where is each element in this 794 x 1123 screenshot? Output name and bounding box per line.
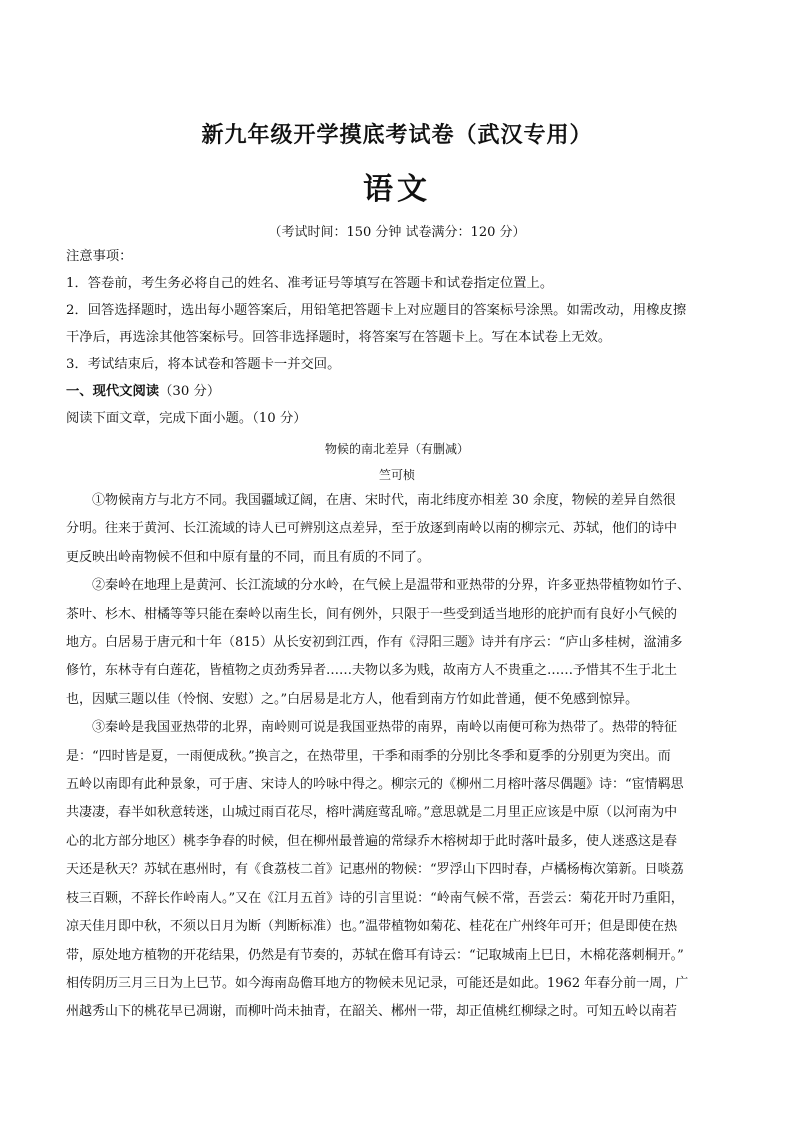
article-line: ①物候南方与北方不同。我国疆域辽阔，在唐、宋时代，南北纬度亦相差 30 余度，物候的差异自然很	[92, 493, 676, 508]
article-line: 枝三百颗，不辞长作岭南人。”又在《江月五首》诗的引言里说：“岭南气候不常，吾尝云：菊花开时乃重阳，	[66, 890, 684, 906]
article-line: 地方。白居易于唐元和十年（815）从长安初到江西，作有《浔阳三题》诗并有序云：“庐山多桂树，湓浦多	[66, 635, 683, 651]
article-line: 相传阴历三月三日为上巳节。如今海南岛儋耳地方的物候未见记录，可能还是如此。1962 年春分前一周，广	[66, 975, 689, 991]
section-instruction: 阅读下面文章，完成下面小题。（10 分）	[66, 411, 307, 426]
article-line: ②秦岭在地理上是黄河、长江流域的分水岭，在气候上是温带和亚热带的分界，许多亚热带植物如竹子、	[92, 578, 691, 594]
note-item: 1．答卷前，考生务必将自己的姓名、准考证号等填写在答题卡和试卷指定位置上。	[66, 276, 554, 291]
article-line: 修竹，东林寺有白莲花，皆植物之贞劲秀异者……夫物以多为贱，故南方人不贵重之……予惜其不生于北土	[66, 663, 678, 679]
exam-title: 新九年级开学摸底考试卷（武汉专用）	[201, 123, 593, 148]
section-score: （30 分）	[159, 384, 221, 399]
article-line: 天还是秋天？苏轼在惠州时，有《食荔枝二首》记惠州的物候：“罗浮山下四时春，卢橘杨梅次第新。日啖荔	[66, 862, 684, 878]
article-line: 州越秀山下的桃花早已凋谢，而柳叶尚未抽青，在韶关、郴州一带，却正值桃红柳绿之时。可知五岭以南若	[66, 1004, 678, 1020]
article-line: ③秦岭是我国亚热带的北界，南岭则可说是我国亚热带的南界，南岭以南便可称为热带了。热带的特征	[92, 720, 678, 736]
article-author: 竺可桢	[378, 468, 415, 482]
exam-meta: （考试时间：150 分钟 试卷满分：120 分）	[268, 225, 526, 240]
note-item: 3．考试结束后，将本试卷和答题卡一并交回。	[66, 357, 341, 372]
section-heading	[66, 378, 728, 405]
notes-heading: 注意事项：	[66, 249, 133, 264]
article-line: 分明。往来于黄河、长江流域的诗人已可辨别这点差异，至于放逐到南岭以南的柳宗元、苏轼，他们的诗中	[66, 521, 678, 537]
subject-title: 语文	[363, 172, 431, 207]
article-line: 是：“四时皆是夏，一雨便成秋。”换言之，在热带里，干季和雨季的分别比冬季和夏季的分别更为突出。而	[66, 748, 671, 764]
article-title: 物候的南北差异（有删减）	[324, 442, 469, 456]
article-line: 凉天佳月即中秋，不须以日月为断（判断标准）也。”温带植物如菊花、桂花在广州终年可开；但是即使在热	[66, 919, 678, 935]
article-body	[66, 487, 730, 1027]
notes-section	[66, 243, 728, 432]
article-line: 也，因赋三题以佳（怜悯、安慰）之。”白居易是北方人，他看到南方竹如此普通，便不免感到惊异。	[66, 691, 639, 707]
article-line: 带，原处地方植物的开花结果，仍然是有节奏的，苏轼在儋耳有诗云：“记取城南上巳日，木棉花落刺桐开。”	[66, 947, 684, 963]
note-item: 2．回答选择题时，选出每小题答案后，用铅笔把答题卡上对应题目的答案标号涂黑。如需改动，用橡皮擦	[66, 303, 687, 318]
article-line: 心的北方部分地区）桃李争春的时候，但在柳州最普遍的常绿乔木榕树却于此时落叶最多，使人迷惑这是春	[66, 833, 678, 849]
note-item: 干净后，再选涂其他答案标号。回答非选择题时，将答案写在答题卡上。写在本试卷上无效。	[66, 330, 612, 345]
section-heading-label: 一、现代文阅读	[66, 384, 160, 399]
article-line: 共凄凄，春半如秋意转迷，山城过雨百花尽，榕叶满庭莺乱啼。”意思就是二月里正应该是中原（以河南为中	[66, 805, 678, 821]
article-line: 茶叶、杉木、柑橘等等只能在秦岭以南生长，间有例外，只限于一些受到适当地形的庇护而有良好小气候的	[66, 606, 678, 622]
article-line: 五岭以南即有此种景象，可于唐、宋诗人的吟咏中得之。柳宗元的《柳州二月榕叶落尽偶题》诗：“宦情羁思	[66, 777, 684, 793]
article-line: 更反映出岭南物候不但和中原有量的不同，而且有质的不同了。	[66, 549, 431, 565]
